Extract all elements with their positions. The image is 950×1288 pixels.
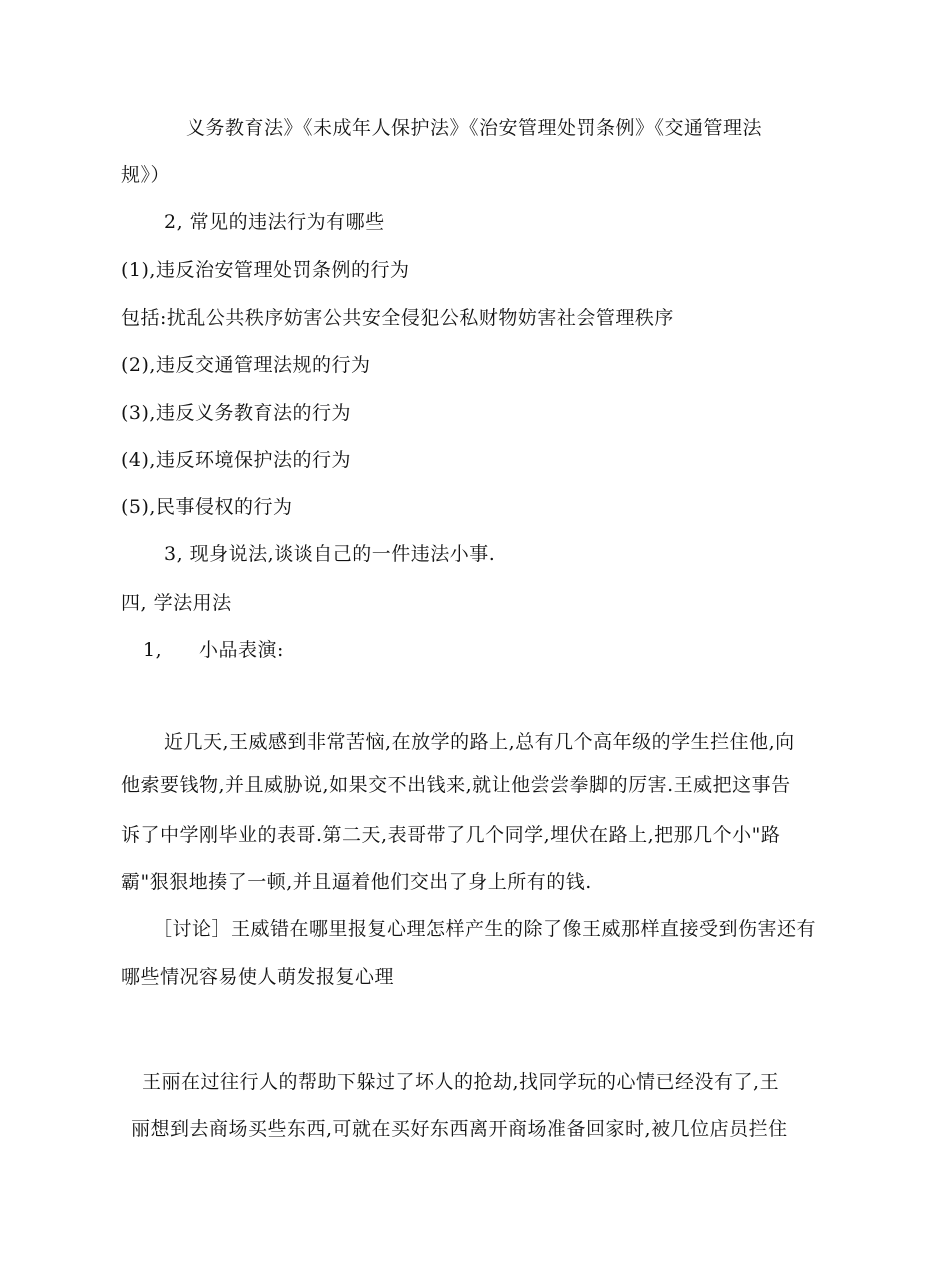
text-line: 小品表演: — [199, 639, 284, 661]
text-line: 诉了中学刚毕业的表哥.第二天,表哥带了几个同学,埋伏在路上,把那几个小"路 — [121, 824, 781, 846]
text-line: (5),民事侵权的行为 — [121, 496, 293, 518]
text-line: (4),违反环境保护法的行为 — [121, 449, 351, 471]
text-line: 规》） — [121, 164, 171, 186]
text-line: (3),违反义务教育法的行为 — [121, 402, 351, 424]
text-line: 义务教育法》《未成年人保护法》《治安管理处罚条例》《交通管理法 — [186, 117, 763, 139]
text-line: 哪些情况容易使人萌发报复心理 — [121, 966, 395, 988]
text-line: 四, 学法用法 — [121, 592, 232, 614]
text-line: (1),违反治安管理处罚条例的行为 — [121, 259, 410, 281]
text-line: 丽想到去商场买些东西,可就在买好东西离开商场准备回家时,被几位店员拦住 — [131, 1118, 788, 1140]
text-line: 包括:扰乱公共秩序妨害公共安全侵犯公私财物妨害社会管理秩序 — [121, 307, 674, 329]
text-line: 1, — [143, 639, 163, 661]
text-line: 2, 常见的违法行为有哪些 — [164, 211, 385, 233]
text-line: 他索要钱物,并且威胁说,如果交不出钱来,就让他尝尝拳脚的厉害.王威把这事告 — [121, 774, 791, 796]
text-line: 王丽在过往行人的帮助下躲过了坏人的抢劫,找同学玩的心情已经没有了,王 — [142, 1071, 780, 1093]
text-line: 近几天,王威感到非常苦恼,在放学的路上,总有几个高年级的学生拦住他,向 — [164, 731, 795, 753]
text-line: 霸"狠狠地揍了一顿,并且逼着他们交出了身上所有的钱. — [121, 871, 592, 893]
text-line: ［讨论］王威错在哪里报复心理怎样产生的除了像王威那样直接受到伤害还有 — [153, 918, 817, 940]
text-line: (2),违反交通管理法规的行为 — [121, 354, 371, 376]
text-line: 3, 现身说法,谈谈自己的一件违法小事. — [164, 543, 496, 565]
